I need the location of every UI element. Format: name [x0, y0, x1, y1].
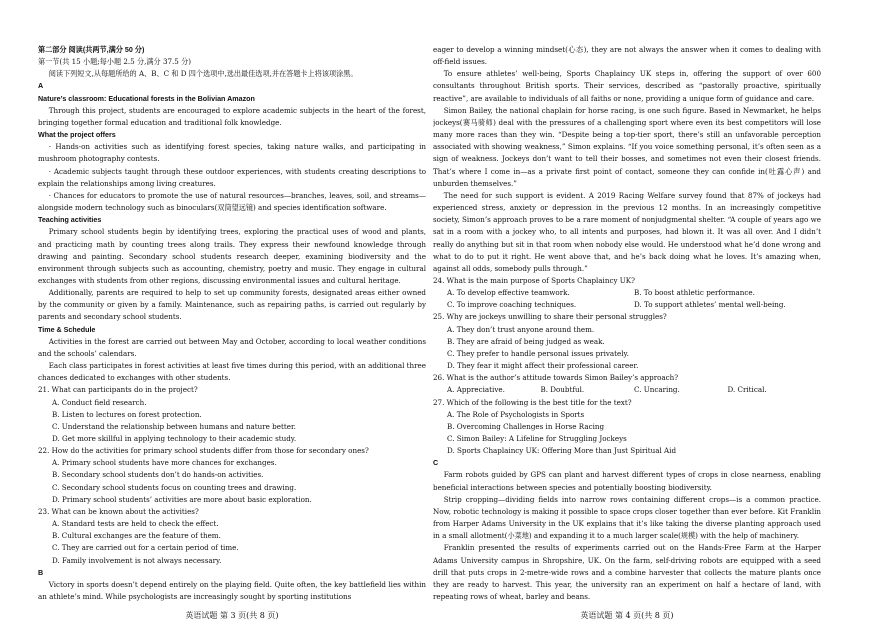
option: D. Get more skillful in applying technology to their academic study.: [52, 434, 297, 443]
left-footer: 英语试题 第 3 页(共 8 页): [185, 611, 279, 620]
option: C. They are carried out for a certain period of time.: [52, 543, 239, 553]
option: C. Simon Bailey: A Lifeline for Struggling Jockeys: [447, 434, 627, 443]
bullet: · Chances for educators to promote the use of natural resources—branches, leaves, soil, and streams—alongside modern technology such as binoculars(双筒望远镜) and species identification software.: [38, 190, 426, 213]
subheading-offers: What the project offers: [38, 131, 116, 140]
question-27: 27. Which of the following is the best title for the text?: [433, 397, 632, 407]
option: B. Overcoming Challenges in Horse Racing: [447, 421, 605, 431]
option: D. To support athletes’ mental well-being.: [634, 300, 786, 310]
option: A. The Role of Psychologists in Sports: [447, 409, 585, 419]
option: B. Listen to lectures on forest protection.: [52, 409, 202, 419]
question-23: 23. What can be known about the activities?: [38, 506, 199, 516]
paragraph: Primary school students begin by identifying trees, exploring the practical uses of wood and plants, and practicing math by counting trees along trails. They express their newfound knowledge through drawing and painting. Secondary school students research deeper, examining biodiversity and the environment through subjects such as accounting, chemistry, poetry and music. They engage in cultural exchanges with students from other regions, discussing environmental issues and cultural heritage.: [38, 227, 426, 285]
option: D. Primary school students’ activities are more about basic exploration.: [52, 494, 312, 504]
option: C. They prefer to handle personal issues privately.: [447, 348, 629, 358]
option: B. They are afraid of being judged as weak.: [447, 336, 605, 346]
question-21: 21. What can participants do in the project?: [38, 385, 198, 395]
bullet: · Hands-on activities such as identifying forest species, taking nature walks, and participating in mushroom photography contests.: [38, 142, 426, 164]
option: D. Critical.: [727, 385, 767, 395]
passage-a-letter: A: [38, 82, 44, 91]
passage-c-letter: C: [433, 459, 439, 468]
option: D. Sports Chaplaincy UK: Offering More than Just Spiritual Aid: [447, 446, 677, 456]
paragraph: Victory in sports doesn’t depend entirely on the playing field. Quite often, the key battlefield lies within an athlete’s mind. While psychologists are increasingly sought by sporting institutions: [38, 579, 426, 602]
part-header: 第二部分 阅读(共两节,满分 50 分): [38, 46, 145, 54]
option: B. Secondary school students don’t do hands-on activities.: [52, 470, 264, 480]
option: A. Conduct field research.: [52, 397, 147, 407]
option: A. Standard tests are held to check the effect.: [52, 519, 219, 529]
section-header: 第一节(共 15 小题;每小题 2.5 分,满分 37.5 分): [38, 57, 192, 67]
paragraph: Strip cropping—dividing fields into narrow rows containing different crops—is a common practice. Now, robotic technology is making it possible to space crops closer together than ever before. Kit Franklin from Harper Adams University in the UK explains that it’s like taking the diverse planting approach used in a small allotment(小菜地) and expanding it to a much larger scale(规模) with the help of machinery.: [433, 494, 821, 541]
option: C. Understand the relationship between humans and nature better.: [52, 421, 296, 431]
option: C. Uncaring.: [634, 385, 680, 395]
option: A. Appreciative.: [447, 385, 505, 395]
right-footer: 英语试题 第 4 页(共 8 页): [580, 611, 674, 620]
option-row: [433, 384, 821, 396]
option: A. To develop effective teamwork.: [447, 288, 570, 298]
option: D. Family involvement is not always necessary.: [52, 555, 222, 565]
subheading-teaching: Teaching activities: [38, 216, 102, 225]
paragraph: Farm robots guided by GPS can plant and harvest different types of crops in close nearness, enabling beneficial interactions between species and potentially boosting biodiversity.: [433, 470, 821, 492]
passage-b-letter: B: [38, 568, 44, 577]
paragraph: Franklin presented the results of experiments carried out on the Hands-Free Farm at the Harper Adams University campus in Shropshire, UK. On the farm, self-driving robots are equipped with a seed drill that puts crops in 2-metre-wide rows and a combine harvester that collects the mature plants once they are ready to harvest. This year, the university ran an experiment on half a hectare of land, with repeating rows of wheat, barley and beans.: [433, 543, 821, 602]
option: B. Doubtful.: [540, 385, 585, 395]
question-22: 22. How do the activities for primary school students differ from those for secondary ones?: [38, 446, 369, 456]
option: C. Secondary school students focus on counting trees and drawing.: [52, 482, 297, 492]
right-page: [433, 44, 821, 620]
subheading-schedule: Time & Schedule: [38, 325, 96, 334]
option: A. They don’t trust anyone around them.: [447, 324, 595, 334]
question-26: 26. What is the author’s attitude towards Simon Bailey’s approach?: [433, 373, 679, 383]
paragraph: eager to develop a winning mindset(心态), they are not always the answer when it comes to dealing with off-field issues.: [433, 45, 821, 67]
paragraph: The need for such support is evident. A 2019 Racing Welfare survey found that 87% of jockeys had experienced stress, anxiety or depression in the previous 12 months. In an increasingly competitive society, Simon’s approach proves to be a rare moment of nonjudgmental shelter. “A couple of years ago we sat in a room with a jockey who, to all intents and purposes, had blown it. It was all over. And I didn’t really do anything but sit in that room when nobody else would. He understood what he’d done wrong and what to do to put it right. He went above that, and he’s back doing what he loves. It’s amazing when, against all odds, somebody pulls through.”: [433, 190, 821, 273]
left-page: [38, 44, 426, 620]
option: B. Cultural exchanges are the feature of them.: [52, 531, 221, 541]
paragraph: Activities in the forest are carried out between May and October, according to local weather conditions and the schools’ calendars.: [38, 336, 426, 358]
option: B. To boost athletic performance.: [634, 288, 755, 298]
paragraph: Additionally, parents are required to help to set up community forests, designated areas either owned by the community or given by a family. Maintenance, such as repairing paths, is carried out regularly by parents and secondary school students.: [38, 288, 426, 322]
option: A. Primary school students have more chances for exchanges.: [52, 458, 277, 468]
bullet: · Academic subjects taught through these outdoor experiences, with students creating descriptions to explain the relationships among living creatures.: [38, 166, 426, 188]
paragraph: Simon Bailey, the national chaplain for horse racing, is one such figure. Based in Newmarket, he helps jockeys(赛马骑师) deal with the pressures of a challenging sport where even its best competitors will lose many more races than they win. “Despite being a top-tier sport, there’s still an unfavorable perception associated with showing weakness,” Simon explains. “If you voice something personal, it’s often seen as a sign of weakness. Jockeys don’t want to tell their bosses, and sometimes not even their closest friends. That’s where I come in—as a private first point of contact, someone they can confide in(吐露心声) and unburden themselves.”: [433, 105, 821, 188]
option-row: [433, 287, 821, 299]
passage-a-title: Nature’s classroom: Educational forests in the Bolivian Amazon: [38, 94, 255, 103]
option: C. To improve coaching techniques.: [447, 300, 577, 310]
paragraph: Through this project, students are encouraged to explore academic subjects in the heart of the forest, bringing together formal education and traditional folk knowledge.: [38, 105, 426, 127]
instructions: 阅读下列短文,从每题所给的 A、B、C 和 D 四个选项中,选出最佳选项,并在答题卡上将该项涂黑。: [48, 69, 358, 79]
question-24: 24. What is the main purpose of Sports Chaplaincy UK?: [433, 275, 635, 285]
paragraph: To ensure athletes’ well-being, Sports Chaplaincy UK steps in, offering the support of over 600 consultants throughout British sports. Their services, described as “pastorally proactive, spiritually reactive”, are available to individuals of all faiths or none, providing a unique form of guidance and care.: [433, 69, 821, 103]
option-row: [433, 299, 821, 311]
option: D. They fear it might affect their professional career.: [447, 361, 639, 371]
question-25: 25. Why are jockeys unwilling to share their personal struggles?: [433, 312, 667, 322]
paragraph: Each class participates in forest activities at least five times during this period, with an additional three chances dedicated to exchanges with other students.: [38, 361, 426, 383]
